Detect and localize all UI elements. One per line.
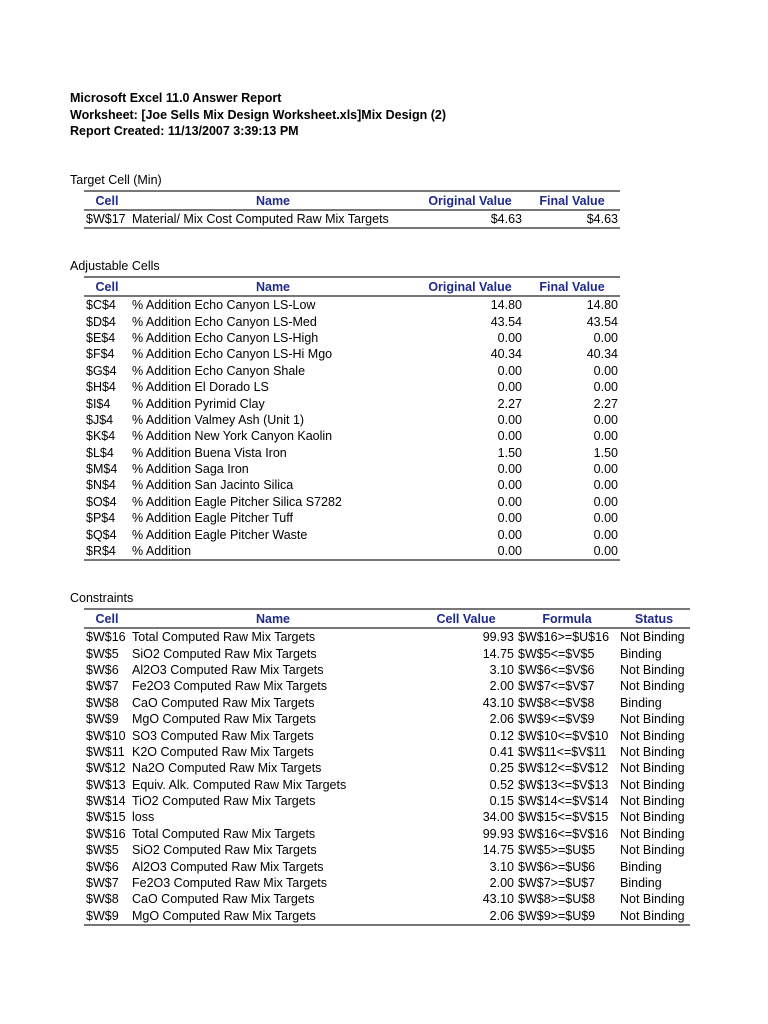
table-cell: Total Computed Raw Mix Targets	[132, 826, 316, 841]
table-cell: 99.93	[482, 826, 514, 841]
table-cell: Al2O3 Computed Raw Mix Targets	[132, 662, 324, 677]
column-header: Cell	[84, 191, 130, 210]
table-cell: $D$4	[86, 314, 116, 329]
table-cell: % Addition San Jacinto Silica	[132, 478, 294, 493]
table-row	[84, 645, 690, 661]
table-row	[84, 412, 620, 428]
table-cell: $W$7<=$V$7	[518, 679, 595, 694]
table-cell: 0.12	[489, 728, 514, 743]
table-row	[84, 445, 620, 461]
table-row	[84, 346, 620, 362]
table-cell: % Addition El Dorado LS	[132, 380, 269, 395]
table-cell: MgO Computed Raw Mix Targets	[132, 712, 316, 727]
table-cell: Not Binding	[620, 892, 685, 907]
table-cell: 0.00	[593, 363, 618, 378]
table-cell: 0.00	[497, 527, 522, 542]
table-cell: 0.25	[489, 761, 514, 776]
column-header: Final Value	[524, 191, 620, 210]
table-cell: $W$9	[86, 712, 119, 727]
table-cell: $W$15	[86, 810, 126, 825]
table-cell: 0.00	[593, 527, 618, 542]
table-cell: $W$8>=$U$8	[518, 892, 596, 907]
table-cell: $W$14	[86, 794, 126, 809]
table-cell: $W$6>=$U$6	[518, 859, 596, 874]
table-cell: 0.52	[489, 777, 514, 792]
table-cell: $W$7	[86, 679, 119, 694]
table-cell: 2.00	[489, 679, 514, 694]
table-cell: $W$6	[86, 859, 119, 874]
table-cell: $W$12<=$V$12	[518, 761, 609, 776]
table-row	[84, 313, 620, 329]
table-cell: $W$9	[86, 908, 119, 923]
table-row	[84, 858, 690, 874]
table-row	[84, 210, 620, 228]
table-cell: $4.63	[586, 212, 618, 227]
table-cell: 0.00	[593, 330, 618, 345]
table-cell: 0.00	[593, 412, 618, 427]
table-cell: Al2O3 Computed Raw Mix Targets	[132, 859, 324, 874]
table-cell: 0.00	[497, 380, 522, 395]
table-cell: $W$8	[86, 695, 119, 710]
table-row	[84, 395, 620, 411]
table-cell: Not Binding	[620, 662, 685, 677]
table-row	[84, 628, 690, 645]
table-cell: Not Binding	[620, 908, 685, 923]
table-cell: 99.93	[482, 630, 514, 645]
table-header-row	[84, 277, 620, 296]
table-cell: % Addition Eagle Pitcher Waste	[132, 527, 308, 542]
table-cell: 43.54	[586, 314, 618, 329]
table-cell: 0.00	[593, 511, 618, 526]
table-row	[84, 363, 620, 379]
adjustable-cells-table	[84, 276, 620, 561]
table-cell: $W$7>=$U$7	[518, 876, 596, 891]
target-cell-table	[84, 190, 620, 229]
table-cell: % Addition Valmey Ash (Unit 1)	[132, 412, 305, 427]
table-cell: Not Binding	[620, 826, 685, 841]
table-cell: 0.00	[497, 363, 522, 378]
table-cell: $O$4	[86, 494, 117, 509]
column-header: Original Value	[416, 191, 524, 210]
table-cell: $E$4	[86, 330, 116, 345]
table-cell: 2.06	[489, 908, 514, 923]
table-cell: 14.75	[482, 646, 514, 661]
table-cell: % Addition New York Canyon Kaolin	[132, 429, 333, 444]
table-cell: 3.10	[489, 859, 514, 874]
table-cell: Not Binding	[620, 744, 685, 759]
table-cell: $M$4	[86, 462, 118, 477]
table-cell: Not Binding	[620, 728, 685, 743]
table-row	[84, 777, 690, 793]
table-cell: 0.00	[593, 544, 618, 559]
table-cell: $W$5<=$V$5	[518, 646, 595, 661]
table-cell: $W$5	[86, 646, 119, 661]
table-cell: $R$4	[86, 544, 116, 559]
table-cell: $F$4	[86, 347, 115, 362]
table-cell: % Addition Eagle Pitcher Silica S7282	[132, 494, 342, 509]
table-row	[84, 695, 690, 711]
table-cell: 0.00	[593, 462, 618, 477]
table-row	[84, 494, 620, 510]
table-cell: $W$17	[86, 212, 126, 227]
table-row	[84, 543, 620, 560]
table-cell: 0.00	[497, 494, 522, 509]
column-header: Name	[130, 277, 416, 296]
table-row	[84, 526, 620, 542]
table-cell: Not Binding	[620, 679, 685, 694]
table-row	[84, 727, 690, 743]
table-cell: 0.00	[497, 544, 522, 559]
table-cell: 1.50	[497, 445, 522, 460]
table-cell: $W$13	[86, 777, 126, 792]
table-row	[84, 296, 620, 313]
table-cell: $4.63	[490, 212, 522, 227]
table-cell: 0.00	[497, 511, 522, 526]
table-cell: $W$8<=$V$8	[518, 695, 595, 710]
worksheet-line: Worksheet: [Joe Sells Mix Design Worksheet.xls]Mix Design (2)	[70, 107, 447, 122]
column-header: Name	[130, 191, 416, 210]
table-cell: 0.00	[593, 380, 618, 395]
column-header: Formula	[516, 609, 618, 628]
table-cell: 43.10	[482, 695, 514, 710]
table-cell: % Addition Echo Canyon LS-Med	[132, 314, 317, 329]
table-cell: CaO Computed Raw Mix Targets	[132, 695, 315, 710]
table-cell: $W$10	[86, 728, 126, 743]
table-cell: $W$16<=$V$16	[518, 826, 609, 841]
table-row	[84, 662, 690, 678]
table-row	[84, 891, 690, 907]
table-cell: $G$4	[86, 363, 117, 378]
table-cell: Binding	[620, 859, 662, 874]
table-row	[84, 793, 690, 809]
table-cell: Not Binding	[620, 630, 685, 645]
table-cell: % Addition	[132, 544, 192, 559]
table-cell: SiO2 Computed Raw Mix Targets	[132, 843, 317, 858]
table-cell: $W$12	[86, 761, 126, 776]
table-cell: Material/ Mix Cost Computed Raw Mix Targets	[132, 212, 389, 227]
table-cell: % Addition Echo Canyon Shale	[132, 363, 306, 378]
table-cell: 0.00	[497, 462, 522, 477]
table-cell: $W$16>=$U$16	[518, 630, 610, 645]
table-cell: 34.00	[482, 810, 514, 825]
table-row	[84, 678, 690, 694]
table-header-row	[84, 609, 690, 628]
table-cell: 2.27	[593, 396, 618, 411]
table-cell: $N$4	[86, 478, 116, 493]
table-row	[84, 760, 690, 776]
table-row	[84, 711, 690, 727]
table-cell: Not Binding	[620, 794, 685, 809]
table-cell: 0.00	[497, 429, 522, 444]
table-cell: 14.75	[482, 843, 514, 858]
table-cell: Not Binding	[620, 843, 685, 858]
table-cell: Total Computed Raw Mix Targets	[132, 630, 316, 645]
table-row	[84, 510, 620, 526]
table-cell: 2.06	[489, 712, 514, 727]
table-row	[84, 908, 690, 925]
table-cell: $W$8	[86, 892, 119, 907]
table-row	[84, 477, 620, 493]
table-cell: 2.00	[489, 876, 514, 891]
table-cell: % Addition Buena Vista Iron	[132, 445, 287, 460]
table-cell: 3.10	[489, 662, 514, 677]
table-cell: $W$6<=$V$6	[518, 662, 595, 677]
table-cell: Fe2O3 Computed Raw Mix Targets	[132, 679, 327, 694]
table-row	[84, 809, 690, 825]
column-header: Cell Value	[416, 609, 516, 628]
table-cell: 2.27	[497, 396, 522, 411]
column-header: Final Value	[524, 277, 620, 296]
table-cell: MgO Computed Raw Mix Targets	[132, 908, 316, 923]
table-cell: SO3 Computed Raw Mix Targets	[132, 728, 314, 743]
table-cell: SiO2 Computed Raw Mix Targets	[132, 646, 317, 661]
table-cell: Equiv. Alk. Computed Raw Mix Targets	[132, 777, 347, 792]
table-cell: Binding	[620, 646, 662, 661]
table-cell: 0.00	[593, 494, 618, 509]
table-cell: K2O Computed Raw Mix Targets	[132, 744, 314, 759]
table-cell: % Addition Echo Canyon LS-Low	[132, 298, 316, 313]
table-cell: $W$5>=$U$5	[518, 843, 596, 858]
table-cell: 40.34	[490, 347, 522, 362]
table-cell: $I$4	[86, 396, 111, 411]
table-cell: $Q$4	[86, 527, 117, 542]
table-cell: $W$9>=$U$9	[518, 908, 596, 923]
table-cell: $W$14<=$V$14	[518, 794, 609, 809]
table-cell: $H$4	[86, 380, 116, 395]
table-cell: $W$5	[86, 843, 119, 858]
table-row	[84, 744, 690, 760]
table-cell: loss	[132, 810, 155, 825]
table-cell: $W$7	[86, 876, 119, 891]
column-header: Cell	[84, 277, 130, 296]
table-cell: % Addition Eagle Pitcher Tuff	[132, 511, 293, 526]
table-cell: $C$4	[86, 298, 116, 313]
table-cell: 1.50	[593, 445, 618, 460]
column-header: Name	[130, 609, 416, 628]
adjustable-cells-label: Adjustable Cells	[70, 259, 160, 273]
table-row	[84, 461, 620, 477]
table-row	[84, 428, 620, 444]
table-cell: Fe2O3 Computed Raw Mix Targets	[132, 876, 327, 891]
table-cell: 0.15	[489, 794, 514, 809]
table-row	[84, 842, 690, 858]
table-cell: CaO Computed Raw Mix Targets	[132, 892, 315, 907]
table-cell: 43.10	[482, 892, 514, 907]
table-cell: Na2O Computed Raw Mix Targets	[132, 761, 322, 776]
table-cell: $W$13<=$V$13	[518, 777, 609, 792]
table-cell: Not Binding	[620, 712, 685, 727]
report-header	[70, 90, 446, 140]
table-cell: Binding	[620, 695, 662, 710]
table-header-row	[84, 191, 620, 210]
table-cell: % Addition Saga Iron	[132, 462, 249, 477]
table-cell: Binding	[620, 876, 662, 891]
table-cell: Not Binding	[620, 777, 685, 792]
constraints-table	[84, 608, 690, 926]
table-cell: $W$16	[86, 630, 126, 645]
table-cell: $W$16	[86, 826, 126, 841]
table-cell: $W$11<=$V$11	[518, 744, 607, 759]
column-header: Status	[618, 609, 690, 628]
table-cell: $P$4	[86, 511, 116, 526]
table-cell: $W$15<=$V$15	[518, 810, 609, 825]
table-cell: Not Binding	[620, 761, 685, 776]
table-row	[84, 379, 620, 395]
table-cell: 0.00	[497, 330, 522, 345]
table-cell: 0.00	[593, 429, 618, 444]
table-cell: 0.00	[497, 478, 522, 493]
constraints-label: Constraints	[70, 591, 134, 605]
table-cell: $W$10<=$V$10	[518, 728, 609, 743]
table-cell: $L$4	[86, 445, 114, 460]
table-cell: $K$4	[86, 429, 116, 444]
report-title: Microsoft Excel 11.0 Answer Report	[70, 91, 282, 105]
table-cell: $W$9<=$V$9	[518, 712, 595, 727]
table-cell: Not Binding	[620, 810, 685, 825]
table-cell: 40.34	[586, 347, 618, 362]
table-cell: 0.00	[497, 412, 522, 427]
report-created-line: Report Created: 11/13/2007 3:39:13 PM	[70, 124, 299, 138]
column-header: Cell	[84, 609, 130, 628]
table-cell: % Addition Echo Canyon LS-High	[132, 330, 319, 345]
table-cell: % Addition Echo Canyon LS-Hi Mgo	[132, 347, 333, 362]
table-cell: % Addition Pyrimid Clay	[132, 396, 265, 411]
table-cell: 14.80	[490, 298, 522, 313]
table-row	[84, 330, 620, 346]
table-cell: TiO2 Computed Raw Mix Targets	[132, 794, 316, 809]
table-cell: 43.54	[490, 314, 522, 329]
table-cell: 0.00	[593, 478, 618, 493]
table-cell: 14.80	[586, 298, 618, 313]
column-header: Original Value	[416, 277, 524, 296]
table-cell: $W$11	[86, 744, 125, 759]
table-row	[84, 875, 690, 891]
target-cell-label: Target Cell (Min)	[70, 173, 162, 187]
table-row	[84, 826, 690, 842]
table-cell: $W$6	[86, 662, 119, 677]
table-cell: 0.41	[489, 744, 514, 759]
table-cell: $J$4	[86, 412, 114, 427]
